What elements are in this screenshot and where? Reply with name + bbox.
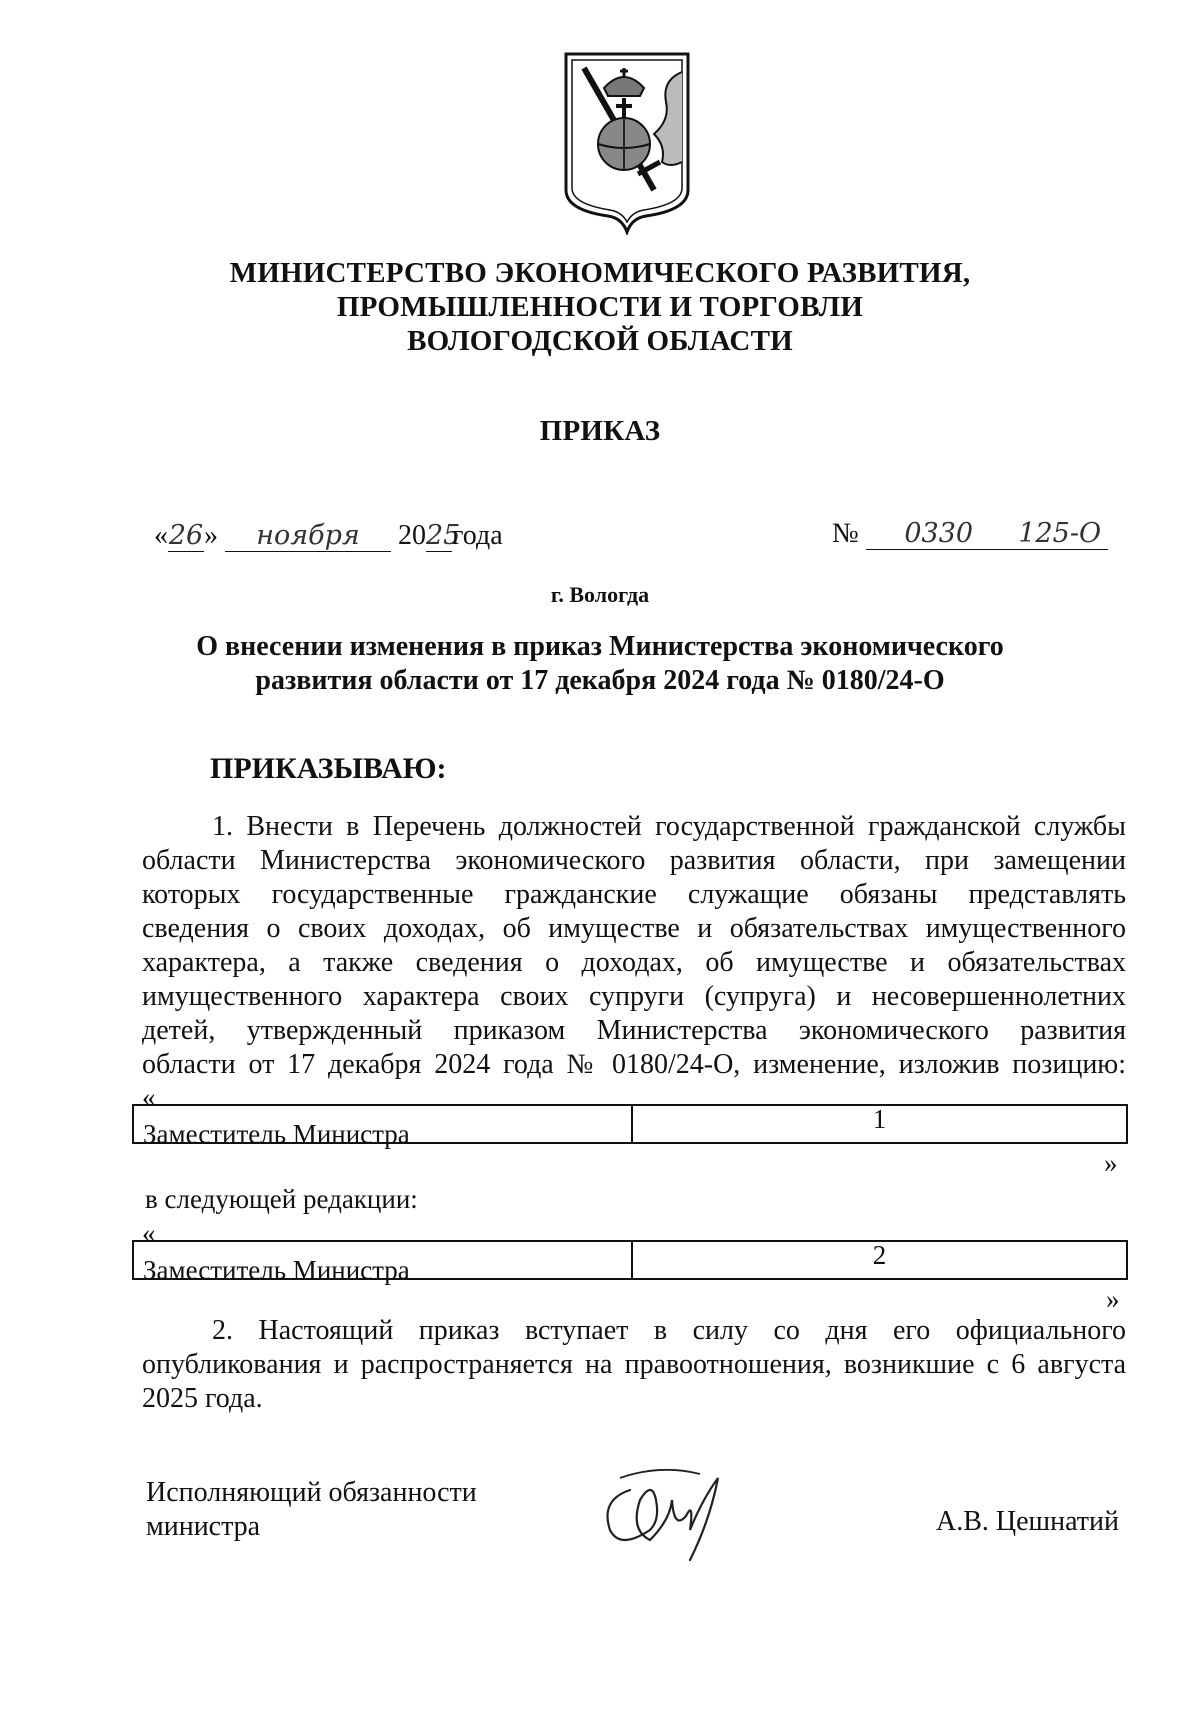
- subject-line2: развития области от 17 декабря 2024 года № 0180/24-О: [255, 665, 945, 696]
- table-old-close-quote: »: [1104, 1148, 1118, 1178]
- p2-line2: опубликования и распространяется на правоотношения, возникшие с 6 августа: [142, 1349, 1126, 1380]
- document-type: ПРИКАЗ: [539, 415, 661, 447]
- date-year-suffix: 25: [426, 520, 461, 551]
- table-new-position: Заместитель Министра: [134, 1242, 633, 1278]
- signatory-name: А.В. Цешнатий: [936, 1506, 1119, 1537]
- p1-line5: характера, а также сведения о доходах, об имуществе и обязательствах: [142, 947, 1126, 978]
- coat-of-arms-emblem: [562, 50, 692, 235]
- date-month: ноября: [225, 520, 391, 552]
- signatory-title-line2: министра: [146, 1511, 261, 1542]
- date-day: 26: [168, 520, 204, 551]
- paragraph-1: [142, 810, 1126, 1082]
- order-subject: [0, 630, 1200, 698]
- date-open-quote: «: [154, 520, 168, 551]
- p1-line2: области Министерства экономического развития области, при замещении: [142, 845, 1126, 876]
- handwritten-signature: [590, 1460, 740, 1570]
- order-number: [832, 518, 1108, 550]
- number-part2: 125-О: [1012, 518, 1108, 550]
- order-date: [154, 520, 503, 552]
- number-sign: №: [832, 518, 859, 549]
- table-new-count: 2: [872, 1240, 887, 1270]
- new-edition-label: в следующей редакции:: [145, 1184, 418, 1214]
- p1-line4: сведения о своих доходах, об имуществе и обязательствах имущественного: [142, 913, 1126, 944]
- table-new: [132, 1240, 1128, 1285]
- number-part1: 0330: [866, 518, 1012, 550]
- city: г. Вологда: [550, 582, 650, 607]
- subject-line1: О внесении изменения в приказ Министерства экономического: [196, 631, 1004, 662]
- p1-line7: детей, утвержденный приказом Министерства экономического развития: [142, 1015, 1126, 1046]
- signatory-title-line1: Исполняющий обязанности: [146, 1477, 477, 1508]
- date-year-word: года: [452, 520, 503, 551]
- p2-line1: 2. Настоящий приказ вступает в силу со дня его официального: [212, 1315, 1126, 1346]
- table-new-close-quote: »: [1106, 1284, 1120, 1314]
- p1-line3: которых государственные гражданские служащие обязаны представлять: [142, 879, 1126, 910]
- p1-line6: имущественного характера своих супруги (супруга) и несовершеннолетних: [142, 981, 1126, 1012]
- order-word: ПРИКАЗЫВАЮ:: [210, 752, 447, 785]
- date-close-quote: »: [204, 520, 218, 551]
- p2-line3: 2025 года.: [142, 1383, 263, 1414]
- ministry-name-line2: ПРОМЫШЛЕННОСТИ И ТОРГОВЛИ: [336, 291, 864, 323]
- date-year-prefix: 20: [398, 520, 426, 551]
- paragraph-2: [142, 1314, 1126, 1416]
- signatory-title: [146, 1476, 477, 1544]
- ministry-name: [0, 256, 1200, 358]
- p1-line1: 1. Внести в Перечень должностей государственной гражданской службы: [212, 811, 1126, 842]
- table-old: [132, 1104, 1128, 1149]
- table-old-position: Заместитель Министра: [134, 1106, 633, 1142]
- ministry-name-line1: МИНИСТЕРСТВО ЭКОНОМИЧЕСКОГО РАЗВИТИЯ,: [229, 257, 971, 289]
- table-old-open-quote: «: [142, 1082, 156, 1112]
- table-old-count: 1: [872, 1104, 887, 1134]
- p1-line8: области от 17 декабря 2024 года № 0180/24-О, изменение, изложив позицию:: [142, 1049, 1126, 1080]
- ministry-name-line3: ВОЛОГОДСКОЙ ОБЛАСТИ: [407, 325, 793, 357]
- table-new-open-quote: «: [142, 1218, 156, 1248]
